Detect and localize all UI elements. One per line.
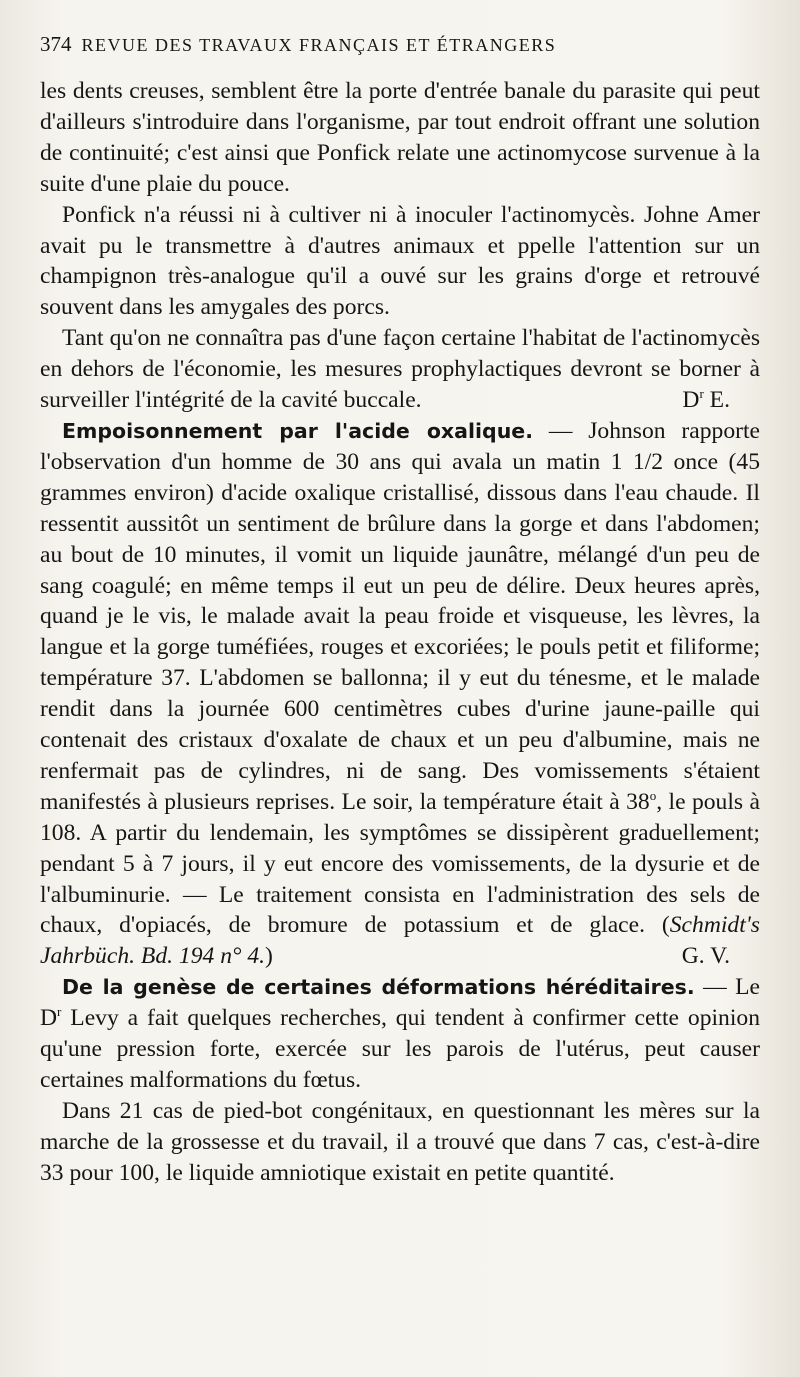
paragraph-3-text: Tant qu'on ne connaîtra pas d'une façon certaine l'habitat de l'actinomycès en dehors de l'économie, les mesures prophylactiques devront se borner à surveiller l'intégrité de la cavité buccale.: [40, 325, 760, 414]
paragraph-1: les dents creuses, semblent être la porte d'entrée banale du parasite qui peut d'ailleurs s'introduire dans l'organisme, par tout endroit offrant une solution de continuité; c'est ainsi que Ponfick relate une actinomycose survenue à la suite d'une plaie du pouce.: [40, 78, 760, 197]
signature-dr-e-pre: D: [682, 387, 700, 414]
signature-dr-e-post: E.: [703, 387, 730, 414]
paragraph-4-text-2: , le pouls à 108. A partir du lendemain, les symptômes se dissipèrent graduellement; pendant 5 à 7 jours, il y eut encore des vomissements, de la dysurie et de l'albuminurie. — Le traitement consista en l'administration des sels de chaux, d'opiacés, de bromure de potassium et de glace. (: [40, 788, 760, 939]
body-text: [40, 76, 760, 1189]
section-heading-genese: De la genèse de certaines déformations héréditaires.: [62, 975, 695, 1000]
paragraph-5-text: Levy a fait quelques recherches, qui tendent à confirmer cette opinion qu'une pression forte, exercée sur les parois de l'utérus, peut causer certaines malformations du fœtus.: [40, 1005, 760, 1093]
degree-symbol: o: [649, 787, 657, 803]
running-header: [40, 32, 760, 62]
page-number: 374: [40, 32, 72, 56]
signature-gv: G. V.: [681, 943, 730, 970]
paragraph-5-sup: r: [57, 1004, 62, 1020]
section-heading-oxalique: Empoisonnement par l'acide oxalique.: [62, 418, 534, 443]
paragraph-5-dash: — Le D: [40, 974, 760, 1032]
paragraph-4-text: — Johnson rapporte l'observation d'un homme de 30 ans qui avala un matin 1 1/2 once (45 grammes environ) d'acide oxalique cristallisé, dissous dans l'eau chaude. Il ressentit aussitôt un sentiment de brûlure dans la gorge et dans l'abdomen; au bout de 10 minutes, il vomit un liquide jaunâtre, mélangé d'un peu de sang coagulé; en même temps il eut un peu de délire. Deux heures après, quand je le vis, le malade avait la peau froide et visqueuse, les lèvres, la langue et la gorge tuméfiées, rouges et excoriées; le pouls petit et filiforme; température 37. L'abdomen se ballonna; il y eut du ténesme, et le malade rendit dans la journée 600 centimètres cubes d'urine jaune-paille qui contenait des cristaux d'oxalate de chaux et un peu d'albumine, mais ne renfermait pas de cylindres, ni de sang. Des vomissements s'étaient manifestés à plusieurs reprises. Le soir, la température était à 38: [40, 417, 760, 815]
paragraph-5: [40, 972, 760, 1096]
signature-dr-e: [660, 385, 760, 416]
citation-close: ): [265, 943, 273, 970]
running-title: REVUE DES TRAVAUX FRANÇAIS ET ÉTRANGERS: [81, 35, 557, 55]
citation: Schmidt's Jahrbüch. Bd. 194 n° 4.: [40, 912, 760, 970]
paragraph-2: Ponfick n'a réussi ni à cultiver ni à inoculer l'actinomycès. Johne Amer avait pu le transmettre à d'autres animaux et ppelle l'attention sur un champignon très-analogue qu'il a ouvé sur les grains d'orge et retrouvé souvent dans les amygales des porcs.: [40, 201, 760, 321]
signature-dr-e-sup: r: [699, 386, 704, 402]
paragraph-4: [40, 416, 760, 972]
paragraph-3: [40, 323, 760, 416]
paragraph-6: Dans 21 cas de pied-bot congénitaux, en questionnant les mères sur la marche de la grossesse et du travail, il a trouvé que dans 7 cas, c'est-à-dire 33 pour 100, le liquide amniotique existait en petite quantité.: [40, 1097, 760, 1186]
